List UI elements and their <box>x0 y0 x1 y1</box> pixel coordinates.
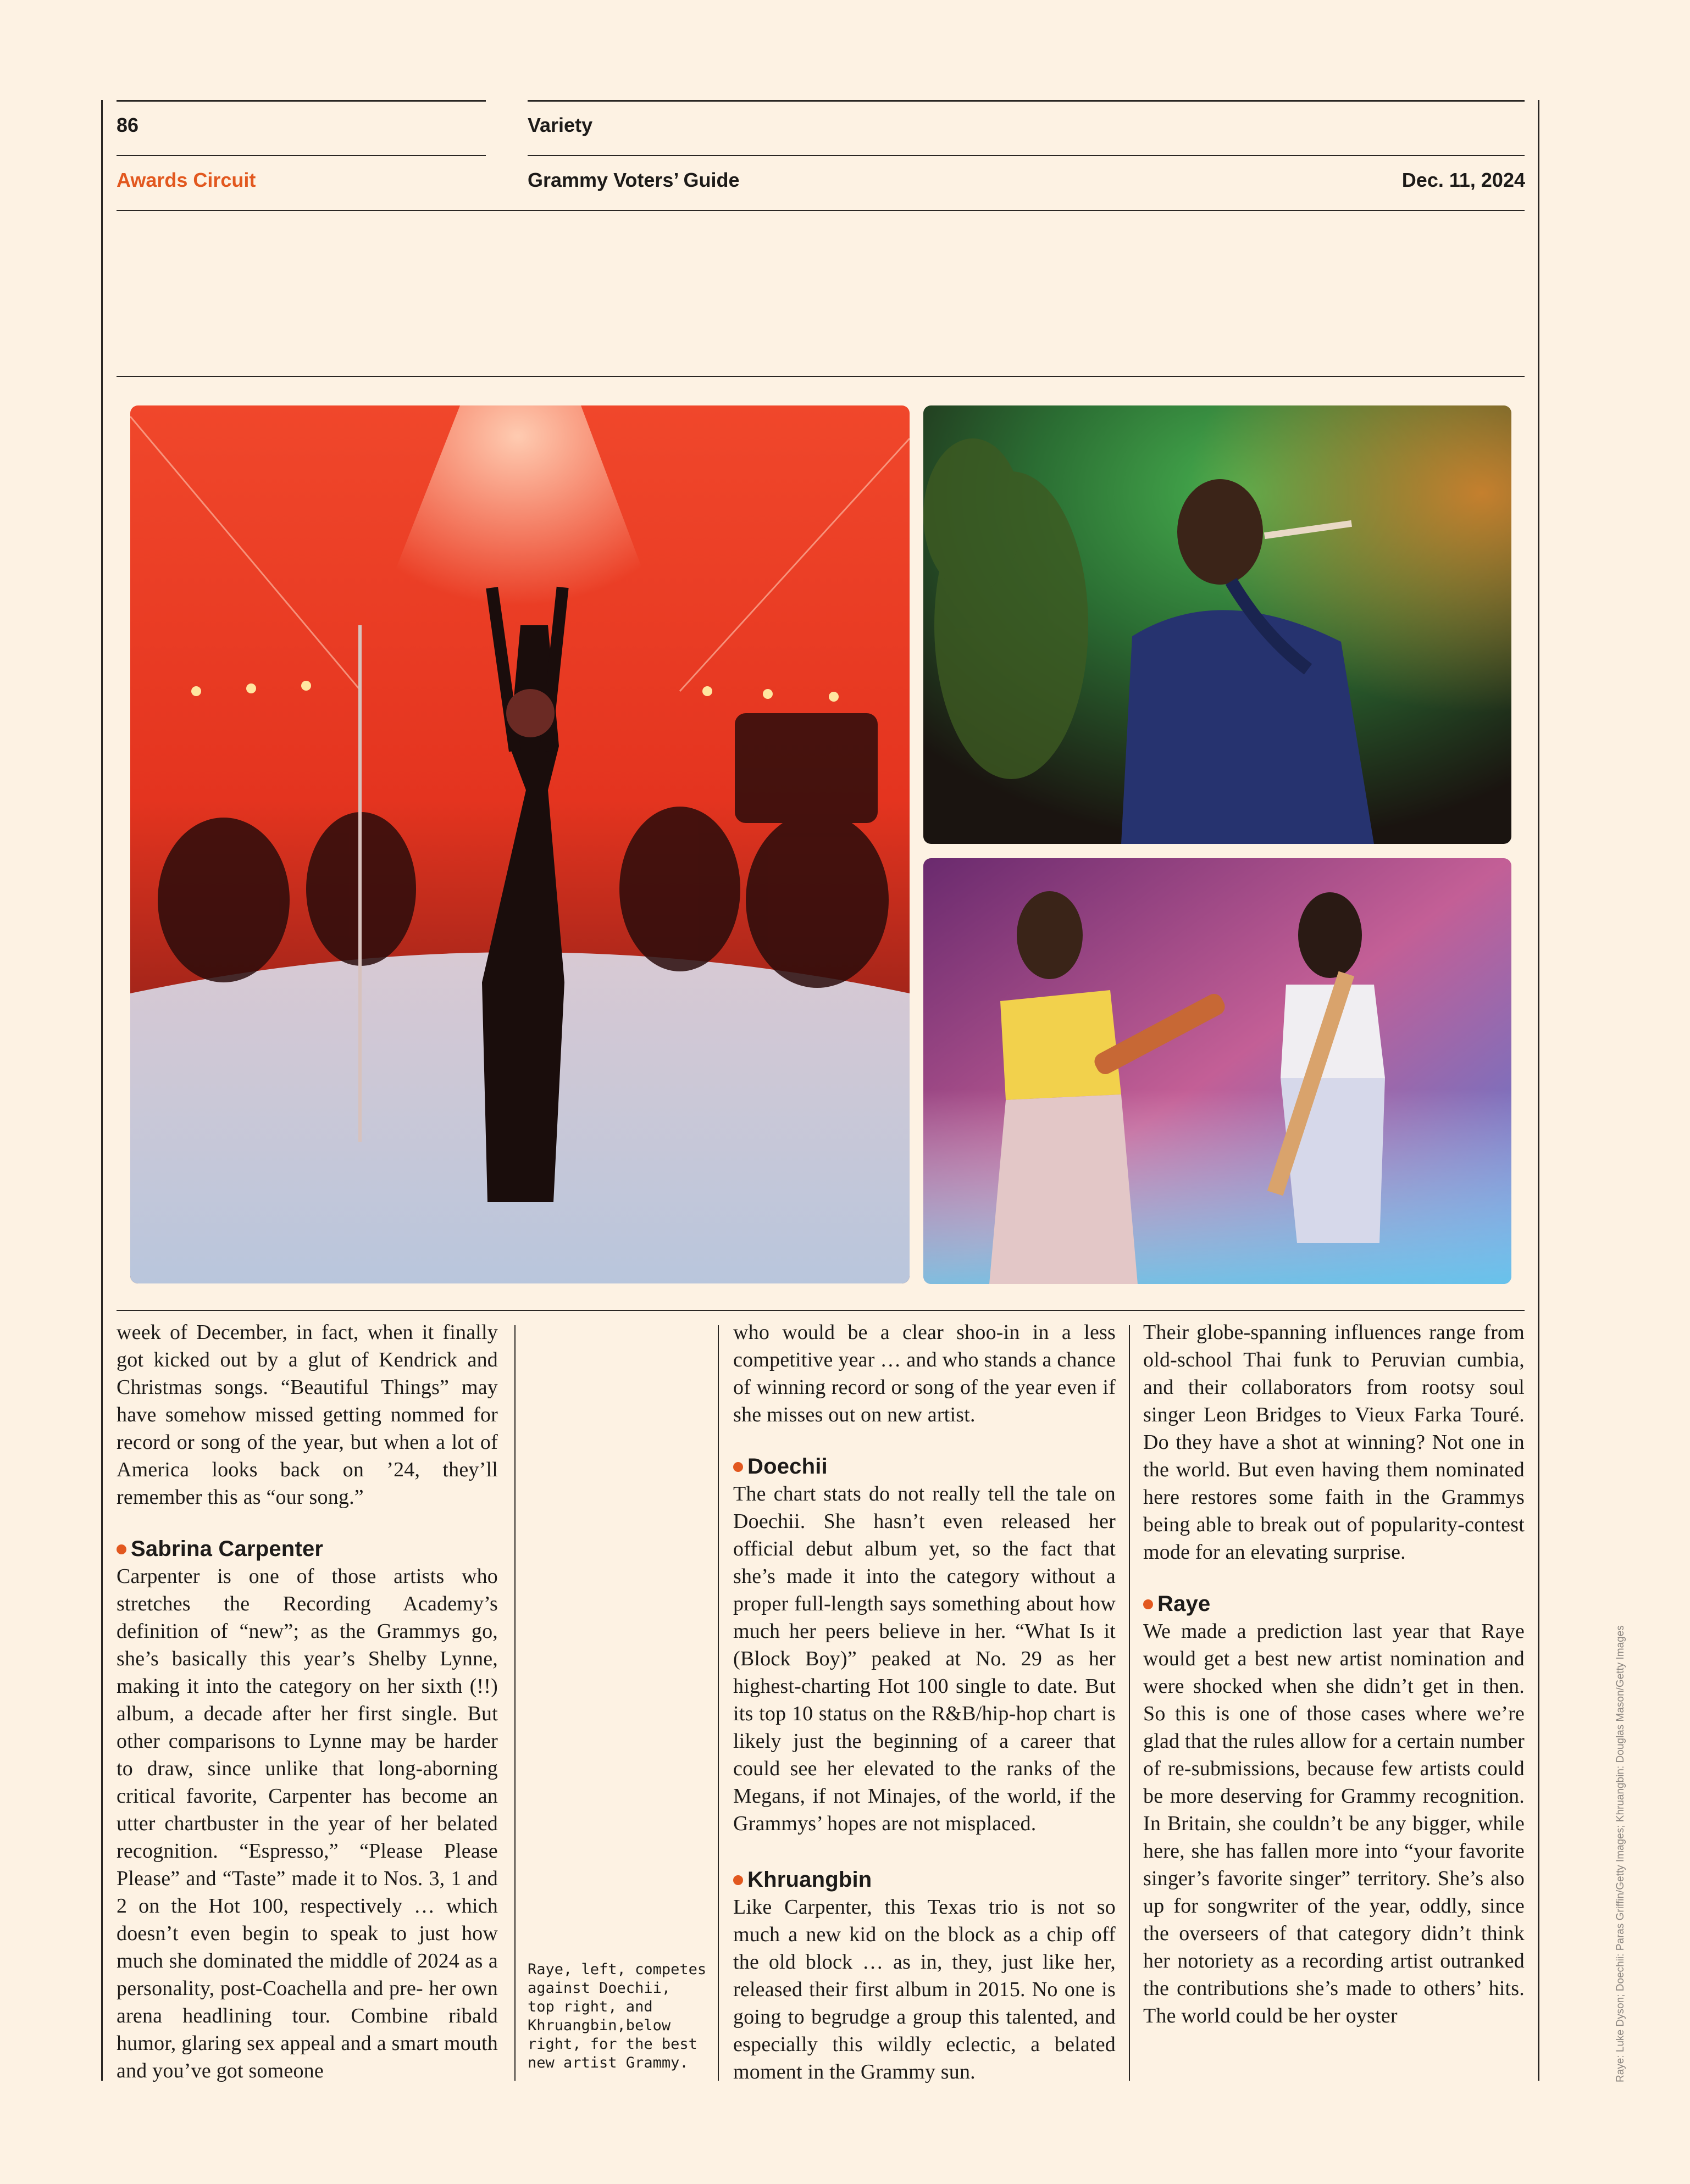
khruangbin-text: Like Carpenter, this Texas trio is not so much a new kid on the block as a chip off the old block … as in, they, just like her, released their first album in 2015. No one is going to begrudge a group this talented, and especially this wildly eclectic, a belated moment in the Grammy sun. <box>733 1896 1116 2083</box>
top-rule-right <box>528 100 1525 102</box>
header-rule-left <box>117 155 486 156</box>
doechii-portrait-photo <box>923 405 1511 844</box>
bullet-dot-icon <box>733 1462 743 1472</box>
raye-text: We made a prediction last year that Raye would get a best new artist nomination and were shocked when she didn’t get in then. So this is one of those cases where we’re glad that the rules allow for a certain number of re-submissions, because few artists could be more deserving for Grammy recognition. In Britain, she couldn’t be any bigger, while here, she has fallen more into “your favorite singer’s favorite singer” territory. She’s also up for songwriter of the year, oddly, since the overseers of that category didn’t think her notoriety as a recording artist outranked the contributions she’s made to others’ hits. The world could be her oyster <box>1143 1620 1525 2027</box>
article-column-3 <box>1143 1319 1525 2030</box>
left-frame-rule <box>101 100 103 2081</box>
photo-bottom-rule <box>117 1310 1525 1311</box>
feature-title: Grammy Voters’ Guide <box>528 169 740 191</box>
sabrina-carpenter-text: Carpenter is one of those artists who stretches the Recording Academy’s definition of “new”; as the Grammys go, she’s basically this year’s Shelby Lynne, making it into the category on her sixth (!!) album, a decade after her first single. But other comparisons to Lynne may be harder to draw, since unlike that long-aborning critical favorite, Carpenter has become an utter chartbuster in the year of her belated recognition. “Espresso,” “Please Please Please” and “Taste” made it to Nos. 3, 1 and 2 on the Hot 100, respectively … which doesn’t even begin to speak to just how much she dominated the middle of 2024 as a personality, post-Coachella and pre- her own arena headlining tour. Combine ribald humor, glaring sex appeal and a smart mouth and you’ve got someone <box>117 1565 498 2082</box>
top-rule-left <box>117 100 486 102</box>
right-frame-rule <box>1538 100 1539 2081</box>
section-label: Awards Circuit <box>117 169 256 191</box>
column-1-intro: week of December, in fact, when it finally got kicked out by a glut of Kendrick and Christmas songs. “Beautiful Things” may have somehow missed getting nommed for record or song of the year, but when a lot of America looks back on ’24, they’ll remember this as “our song.” <box>117 1321 498 1509</box>
doechii-heading-text: Doechii <box>747 1454 828 1479</box>
column-divider-3 <box>1129 1325 1130 2081</box>
photo-credit: Raye: Luke Dyson; Doechii: Paras Griffin/Getty Images; Khruangbin: Douglas Mason/Getty Images <box>1615 1625 1626 2082</box>
khruangbin-heading-text: Khruangbin <box>747 1868 872 1892</box>
article-column-1 <box>117 1319 498 2085</box>
publication-name: Variety <box>528 114 593 136</box>
header-bottom-rule <box>117 210 1525 211</box>
raye-heading-text: Raye <box>1157 1592 1211 1616</box>
column-divider-2 <box>718 1325 719 2081</box>
page-number: 86 <box>117 114 139 136</box>
sabrina-carpenter-heading-text: Sabrina Carpenter <box>131 1537 324 1561</box>
photo-top-rule <box>117 376 1525 377</box>
khruangbin-heading <box>733 1866 1116 1893</box>
bullet-dot-icon <box>733 1875 743 1885</box>
raye-performance-photo <box>130 405 910 1283</box>
article-column-2 <box>733 1319 1116 2086</box>
doechii-heading <box>733 1453 1116 1480</box>
column-2-intro: who would be a clear shoo-in in a less competitive year … and who stands a chance of winning record or song of the year even if she misses out on new artist. <box>733 1321 1116 1426</box>
sabrina-carpenter-heading <box>117 1535 498 1563</box>
doechii-text: The chart stats do not really tell the tale on Doechii. She hasn’t even released her official debut album yet, so the fact that she’s made it into the category without a proper full-length says something about how much her peers believe in her. “What Is it (Block Boy)” peaked at No. 29 as her highest-charting Hot 100 single to date. But its top 10 status on the R&B/hip-hop chart is likely just the beginning of a career that could see her elevated to the ranks of the Megans, if not Minajes, of the world, if the Grammys’ hopes are not misplaced. <box>733 1482 1116 1835</box>
column-divider-1 <box>514 1325 516 2081</box>
issue-date: Dec. 11, 2024 <box>1401 169 1525 191</box>
bullet-dot-icon <box>1143 1599 1153 1609</box>
raye-heading <box>1143 1590 1525 1618</box>
photo-caption: Raye, left, competes against Doechii, top right, and Khruangbin,below right, for the best new artist Grammy. <box>528 1961 707 2071</box>
bullet-dot-icon <box>117 1544 126 1554</box>
header-rule-right <box>528 155 1525 156</box>
khruangbin-performance-photo <box>923 858 1511 1284</box>
column-3-intro: Their globe-spanning influences range from old-school Thai funk to Peruvian cumbia, and their collaborators from rootsy soul singer Leon Bridges to Vieux Farka Touré. Do they have a shot at winning? Not one in the world. But even having them nominated here restores some faith in the Grammys being able to break out of popularity-contest mode for an elevating surprise. <box>1143 1321 1525 1564</box>
